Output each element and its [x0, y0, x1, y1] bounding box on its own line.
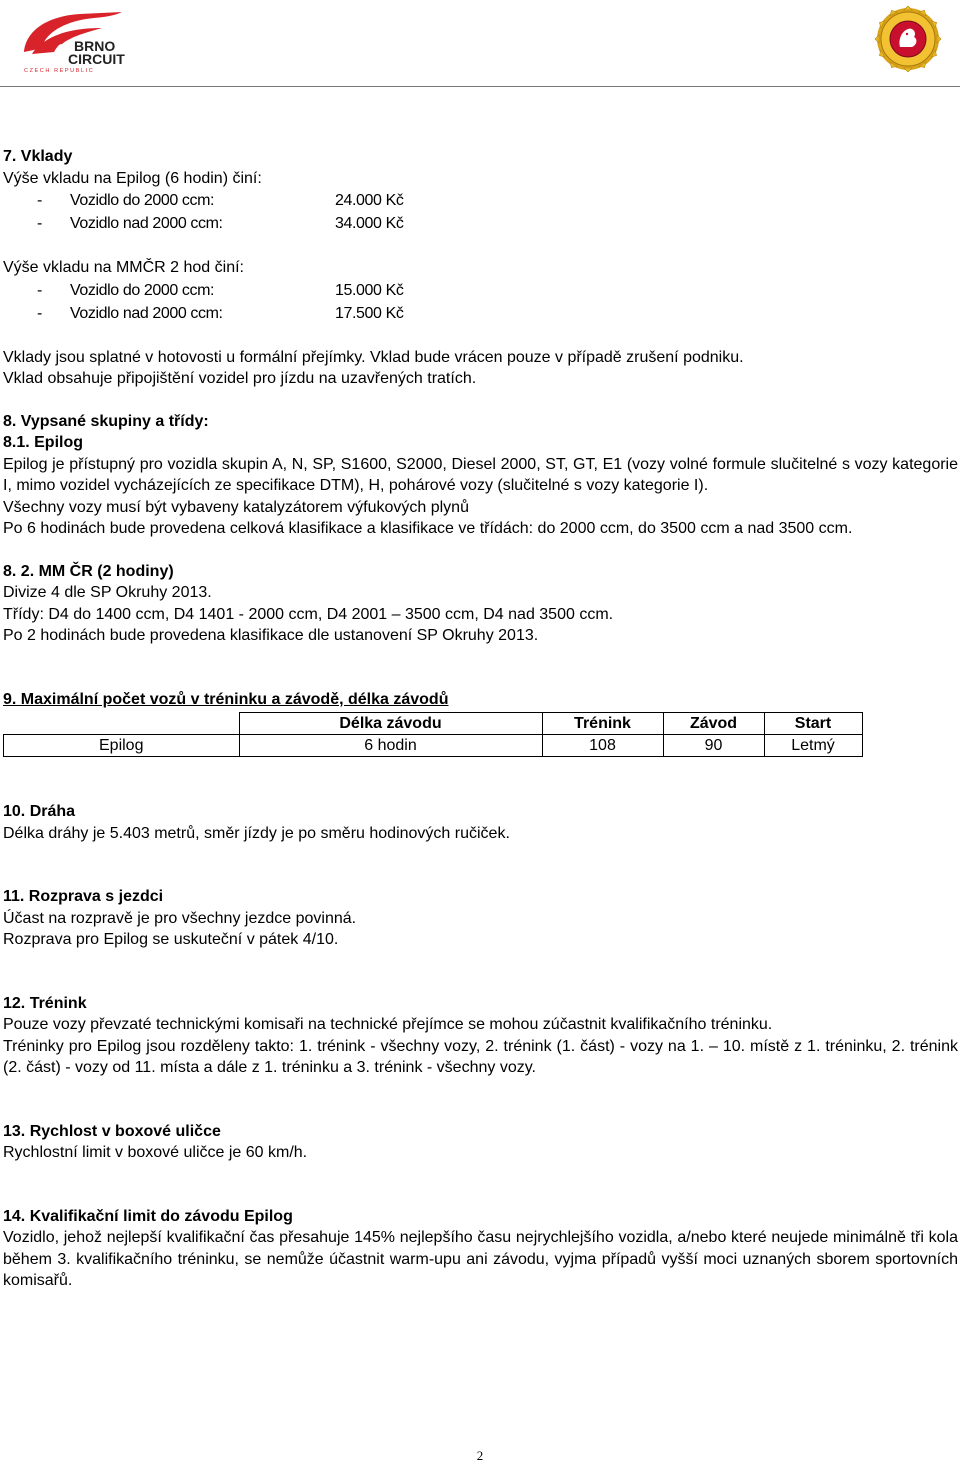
table-header-row [4, 713, 863, 735]
mmcr-division-text: Divize 4 dle SP Okruhy 2013. [3, 584, 212, 601]
mmcr-classes-text: Třídy: D4 do 1400 ccm, D4 1401 - 2000 ccm, D4 2001 – 3500 ccm, D4 nad 3500 ccm. [3, 605, 614, 623]
section-8-2-heading: 8. 2. MM ČR (2 hodiny) [3, 562, 174, 580]
table-cell: Epilog [4, 735, 240, 757]
table-cell: 90 [663, 735, 764, 757]
training-split-text: Tréninky pro Epilog jsou rozděleny takto: 1. trénink - všechny vozy, 2. trénink (1. část) - vozy na 1. – 10. místě z 1. tréninku, 2. trénink (2. část) - vozy od 11. místa a dále z 1. tréninku a 3. trénink - všechny vozy. [3, 1037, 958, 1076]
epilog-fee-list [3, 189, 958, 235]
epilog-classification-text: Po 6 hodinách bude provedena celková klasifikace a klasifikace ve třídách: do 2000 ccm, do 3500 ccm a nad 3500 ccm. [3, 520, 853, 537]
document-body [3, 146, 958, 1292]
list-item: - Vozidlo nad 2000 ccm: 17.500 Kč [37, 304, 404, 322]
pitlane-speed-text: Rychlostní limit v boxové uličce je 60 km/h. [3, 1144, 308, 1161]
catalyst-requirement-text: Všechny vozy musí být vybaveny katalyzátorem výfukových plynů [3, 498, 469, 516]
section-9-heading: 9. Maximální počet vozů v tréninku a závodě, délka závodů [3, 690, 449, 708]
svg-text:CZECH REPUBLIC: CZECH REPUBLIC [24, 68, 95, 74]
table-cell: 6 hodin [239, 735, 542, 757]
briefing-date-text: Rozprava pro Epilog se uskuteční v pátek 4/10. [3, 931, 339, 948]
table-header-cell: Závod [663, 713, 764, 735]
section-13-heading: 13. Rychlost v boxové uličce [3, 1122, 221, 1140]
table-header-cell: Start [764, 713, 862, 735]
header-divider [0, 86, 960, 87]
section-8-1-heading: 8.1. Epilog [3, 434, 84, 451]
epilog-eligibility-text: Epilog je přístupný pro vozidla skupin A, N, SP, S1600, S2000, Diesel 2000, ST, GT, E1 (vozy volné formule slučitelné s vozy kategorie I, mimo vozidel vycházejících ze specifikace DTM), H, pohárové vozy (slučitelné s vozy kategorie I). [3, 455, 958, 494]
training-eligibility-text: Pouze vozy převzaté technickými komisaři na technické přejímce se mohou zúčastnit kvalifikačního tréninku. [3, 1016, 773, 1033]
fee-insurance-note: Vklad obsahuje připojištění vozidel pro jízdu na uzavřených tratích. [3, 370, 477, 387]
table-cell: Letmý [764, 735, 862, 757]
section-8-heading: 8. Vypsané skupiny a třídy: [3, 412, 209, 430]
section-7-heading: 7. Vklady [3, 148, 73, 165]
qualifying-limit-text: Vozidlo, jehož nejlepší kvalifikační čas přesahuje 145% nejlepšího času nejrychlejšího vozidla, a/nebo které neujede minimálně tři kola během 3. kvalifikačního tréninku, se nemůže účastnit warm-upu ani závodu, vyjma případů vyšší moci uznaných sborem sportovních komisařů. [3, 1229, 958, 1289]
mmcr-classification-text: Po 2 hodinách bude provedena klasifikace dle ustanovení SP Okruhy 2013. [3, 627, 539, 644]
list-item: - Vozidlo do 2000 ccm: 15.000 Kč [37, 281, 404, 299]
section-12-heading: 12. Trénink [3, 994, 87, 1012]
page-header [0, 0, 960, 90]
section-11-heading: 11. Rozprava s jezdci [3, 888, 164, 905]
svg-text:BRNO: BRNO [74, 38, 116, 54]
autoklub-seal-icon [874, 6, 942, 72]
table-header-cell: Trénink [542, 713, 663, 735]
table-header-cell: Délka závodu [239, 713, 542, 735]
table-cell: 108 [542, 735, 663, 757]
table-corner-cell [4, 713, 240, 735]
mmcr-fee-intro: Výše vkladu na MMČR 2 hod činí: [3, 259, 244, 276]
svg-text:CIRCUIT: CIRCUIT [68, 51, 125, 67]
race-limits-table [3, 712, 863, 757]
epilog-fee-intro: Výše vkladu na Epilog (6 hodin) činí: [3, 169, 262, 187]
briefing-attendance-text: Účast na rozpravě je pro všechny jezdce povinná. [3, 909, 357, 927]
section-10-heading: 10. Dráha [3, 803, 76, 820]
brno-circuit-logo [18, 8, 130, 74]
table-row [4, 735, 863, 757]
section-14-heading: 14. Kvalifikační limit do závodu Epilog [3, 1207, 293, 1225]
list-item: - Vozidlo nad 2000 ccm: 34.000 Kč [37, 215, 404, 232]
mmcr-fee-list [3, 279, 958, 325]
page-number: 2 [476, 1448, 484, 1463]
list-item: - Vozidlo do 2000 ccm: 24.000 Kč [37, 192, 404, 209]
track-length-text: Délka dráhy je 5.403 metrů, směr jízdy je po směru hodinových ručiček. [3, 824, 510, 842]
fee-payment-note: Vklady jsou splatné v hotovosti u formální přejímky. Vklad bude vrácen pouze v případě zrušení podniku. [3, 348, 744, 366]
